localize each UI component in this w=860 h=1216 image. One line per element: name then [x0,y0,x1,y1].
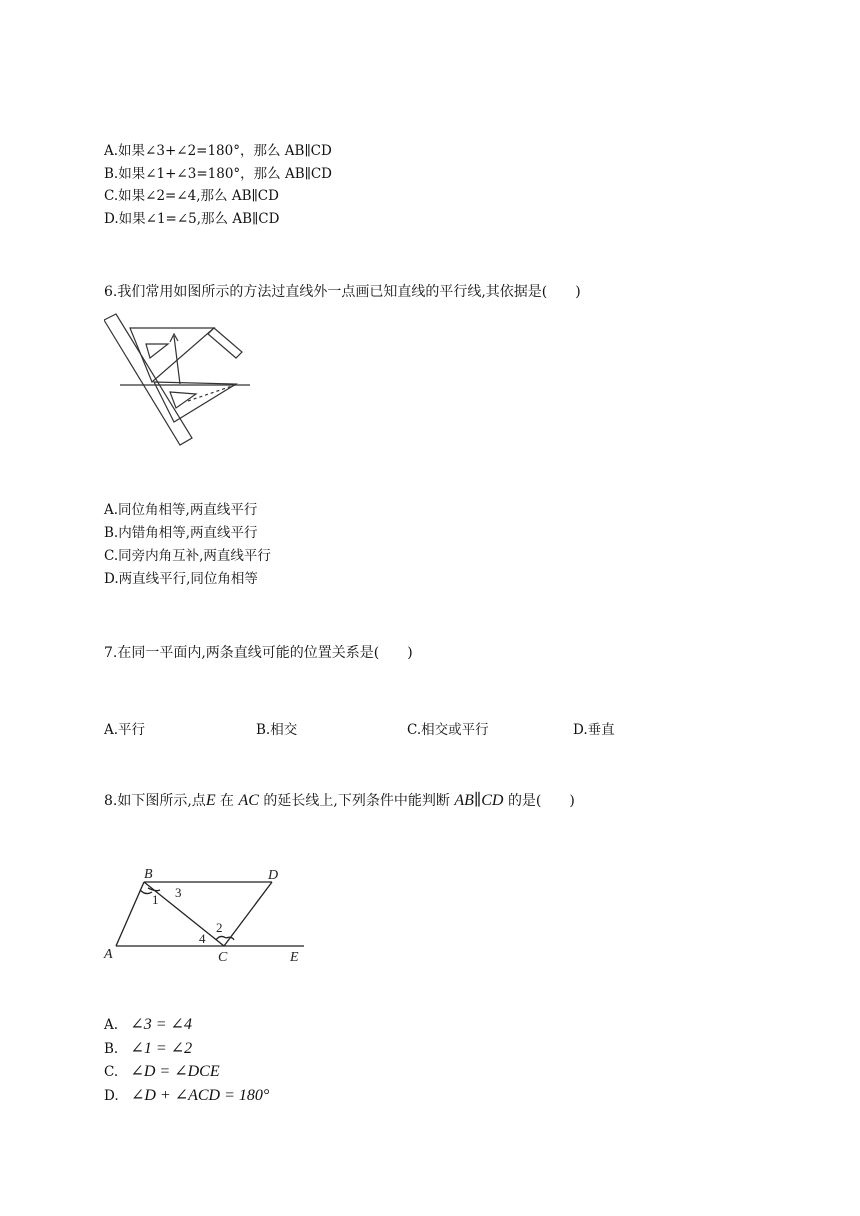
q8-label-e: E [290,950,299,965]
q7-option-a: A.平行 [104,722,146,738]
q8-segment-ac: AC [238,792,259,809]
q8-option-d-letter: D. [104,1088,119,1104]
q5-option-d: D.如果∠1=∠5,那么 AB∥CD [104,211,280,227]
q8-angle-4: 4 [199,931,206,946]
q8-figure-geometry [100,862,310,968]
q8-option-c [104,1063,220,1081]
q8-option-c-expr: ∠D = ∠DCE [130,1063,220,1080]
q6-option-d: D.两直线平行,同位角相等 [104,571,258,587]
q8-option-d [104,1087,269,1105]
q8-point-e: E [205,792,216,809]
q8-option-a-expr: ∠3 = ∠4 [130,1016,192,1033]
q8-question [104,792,575,810]
q8-question-prefix: 8.如下图所示,点 [104,793,206,809]
q8-label-c: C [218,950,228,965]
q8-option-a [104,1016,192,1034]
q8-question-in: 在 [220,793,235,809]
q8-angle-3: 3 [175,885,182,900]
q8-ab-parallel-cd: AB∥CD [454,792,504,809]
q8-label-a: A [104,947,113,962]
q6-option-a: A.同位角相等,两直线平行 [104,502,258,518]
q6-option-b: B.内错角相等,两直线平行 [104,525,258,541]
q8-label-b: B [144,867,153,882]
q7-question: 7.在同一平面内,两条直线可能的位置关系是( ) [104,645,413,661]
q8-option-b-letter: B. [104,1041,119,1057]
q7-option-b: B.相交 [256,722,298,738]
q8-label-d: D [268,868,279,883]
q8-angle-1: 1 [152,892,159,907]
q6-question: 6.我们常用如图所示的方法过直线外一点画已知直线的平行线,其依据是( ) [104,284,581,300]
q8-option-b [104,1040,192,1058]
q5-option-c: C.如果∠2=∠4,那么 AB∥CD [104,188,279,204]
q8-question-mid: 的延长线上,下列条件中能判断 [263,793,450,809]
q8-question-end: 的是( ) [507,793,575,809]
q6-figure-ruler-triangle [104,312,254,452]
q5-option-b: B.如果∠1+∠3=180°，那么 AB∥CD [104,166,333,182]
q8-option-d-expr: ∠D + ∠ACD = 180° [130,1087,270,1104]
q6-option-c: C.同旁内角互补,两直线平行 [104,548,271,564]
q7-option-c: C.相交或平行 [407,722,489,738]
q8-option-c-letter: C. [104,1064,119,1080]
q8-option-a-letter: A. [104,1017,119,1033]
q8-angle-2: 2 [216,920,223,935]
q8-option-b-expr: ∠1 = ∠2 [130,1040,193,1057]
q5-option-a: A.如果∠3+∠2=180°，那么 AB∥CD [104,143,332,159]
q7-option-d: D.垂直 [573,722,615,738]
